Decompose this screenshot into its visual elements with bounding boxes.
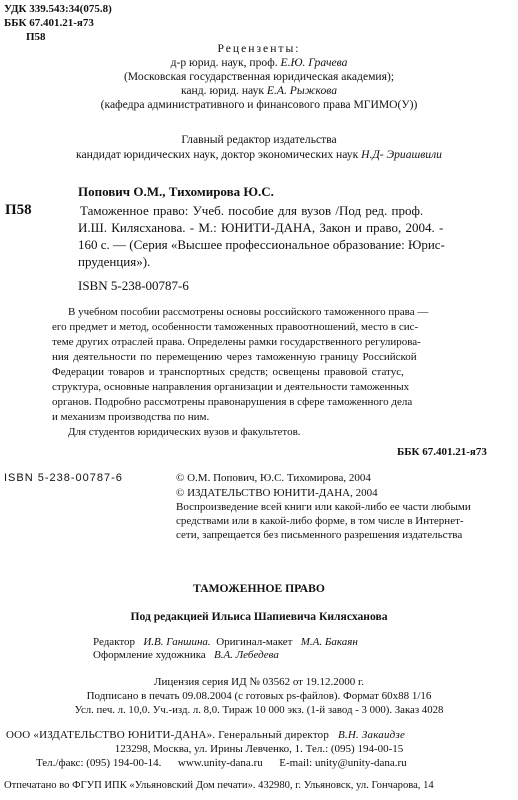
imprint-license: Лицензия серия ИД № 03562 от 19.12.2000 г. [153,676,364,688]
copyright-notice-line: Воспроизведение всей книги или какой-либо ее части любыми [176,501,471,513]
imprint-design-line: Оформление художника В.А. Лебедева [93,649,279,661]
imprint-title: ТАМОЖЕННОЕ ПРАВО [193,582,325,595]
abstract-line: его предмет и метод, особенности таможенных правоотношений, место в сис- [52,321,419,333]
catalog-entry-line: И.Ш. Килясханова. - М.: ЮНИТИ-ДАНА, Закон и право, 2004. - [78,220,444,235]
catalog-authors: Попович О.М., Тихомирова Ю.С. [78,184,274,199]
copyright-authors: © О.М. Попович, Ю.С. Тихомирова, 2004 [176,472,371,484]
reviewers-title: Рецензенты: [217,42,301,55]
imprint-print-line: Усл. печ. л. 10,0. Уч.-изд. л. 8,0. Тираж 10 000 экз. (1-й завод - 3 000). Заказ 4028 [74,704,444,716]
bbk-code: ББК 67.401.21-я73 [4,17,94,29]
abstract-line: и механизм производства по ним. [52,411,210,423]
abstract-line: теме других отраслей права. Определены рамки государственного регулирова- [52,336,421,348]
imprint-staff-line: Редактор И.В. Ганшина. Оригинал-макет М.А. Бакаян [93,636,358,648]
website-link: www.unity-dana.ru [177,757,263,769]
imprint-publisher-line: ООО «ИЗДАТЕЛЬСТВО ЮНИТИ-ДАНА». Генеральный директор В.Н. Закаидзе [6,729,406,741]
reviewer-1: д-р юрид. наук, проф. Е.Ю. Грачева [170,56,348,69]
email-text: E-mail: unity@unity-dana.ru [279,757,407,769]
abstract-line: В учебном пособии рассмотрены основы российского таможенного права — [68,306,429,318]
copyright-isbn: ISBN 5-238-00787-6 [4,472,123,484]
abstract-line: структура, основные направления организации и деятельности таможенных [52,381,410,393]
copyright-notice-line: средствами или в какой-либо форме, в том числе в Интернет- [176,515,464,527]
udk-code: УДК 339.543:34(075.8) [4,3,112,15]
reviewer-2-affiliation: (кафедра административного и финансового права МГИМО(У)) [100,98,418,111]
abstract-line: ния деятельности по перемещению через таможенную границу Российской [52,351,417,363]
chief-editor-name: кандидат юридических наук, доктор экономических наук Н.Д- Эриашвили [76,148,442,161]
chief-editor-title: Главный редактор издательства [181,133,337,146]
catalog-entry-line: пруденция»). [78,254,151,269]
imprint-address: 123298, Москва, ул. Ирины Левченко, 1. Тел.: (095) 194-00-15 [114,743,404,755]
abstract-line: Федерации товаров и транспортных средств; освещены правовой статус, [52,366,404,378]
catalog-isbn: ISBN 5-238-00787-6 [78,278,189,293]
catalog-entry-line: Таможенное право: Учеб. пособие для вузов /Под ред. проф. [80,203,424,218]
catalog-mark: П58 [5,202,32,218]
imprint-printed-by: Отпечатано во ФГУП ИПК «Ульяновский Дом печати». 432980, г. Ульяновск, ул. Гончарова, 14 [4,780,434,791]
imprint-print-line: Подписано в печать 09.08.2004 (с готовых ps-файлов). Формат 60x88 1/16 [86,690,432,702]
reviewer-2: канд. юрид. наук Е.А. Рыжкова [180,84,338,97]
abstract-bbk: ББК 67.401.21-я73 [397,446,487,458]
copyright-publisher: © ИЗДАТЕЛЬСТВО ЮНИТИ-ДАНА, 2004 [176,487,378,499]
imprint-subtitle: Под редакцией Ильиса Шапиевича Килясханова [130,610,388,623]
author-mark: П58 [26,31,46,43]
reviewer-1-affiliation: (Московская государственная юридическая академия); [123,70,395,83]
abstract-line: органов. Подробно рассмотрены правонарушения в сфере таможенного дела [52,396,413,408]
copyright-notice-line: сети, запрещается без письменного разрешения издательства [176,529,463,541]
catalog-entry-line: 160 с. — (Серия «Высшее профессиональное образование: Юрис- [78,237,445,252]
imprint-contacts: Тел./факс: (095) 194-00-14. www.unity-dana.ru E-mail: unity@unity-dana.ru [36,757,407,769]
abstract-audience: Для студентов юридических вузов и факультетов. [68,426,301,438]
